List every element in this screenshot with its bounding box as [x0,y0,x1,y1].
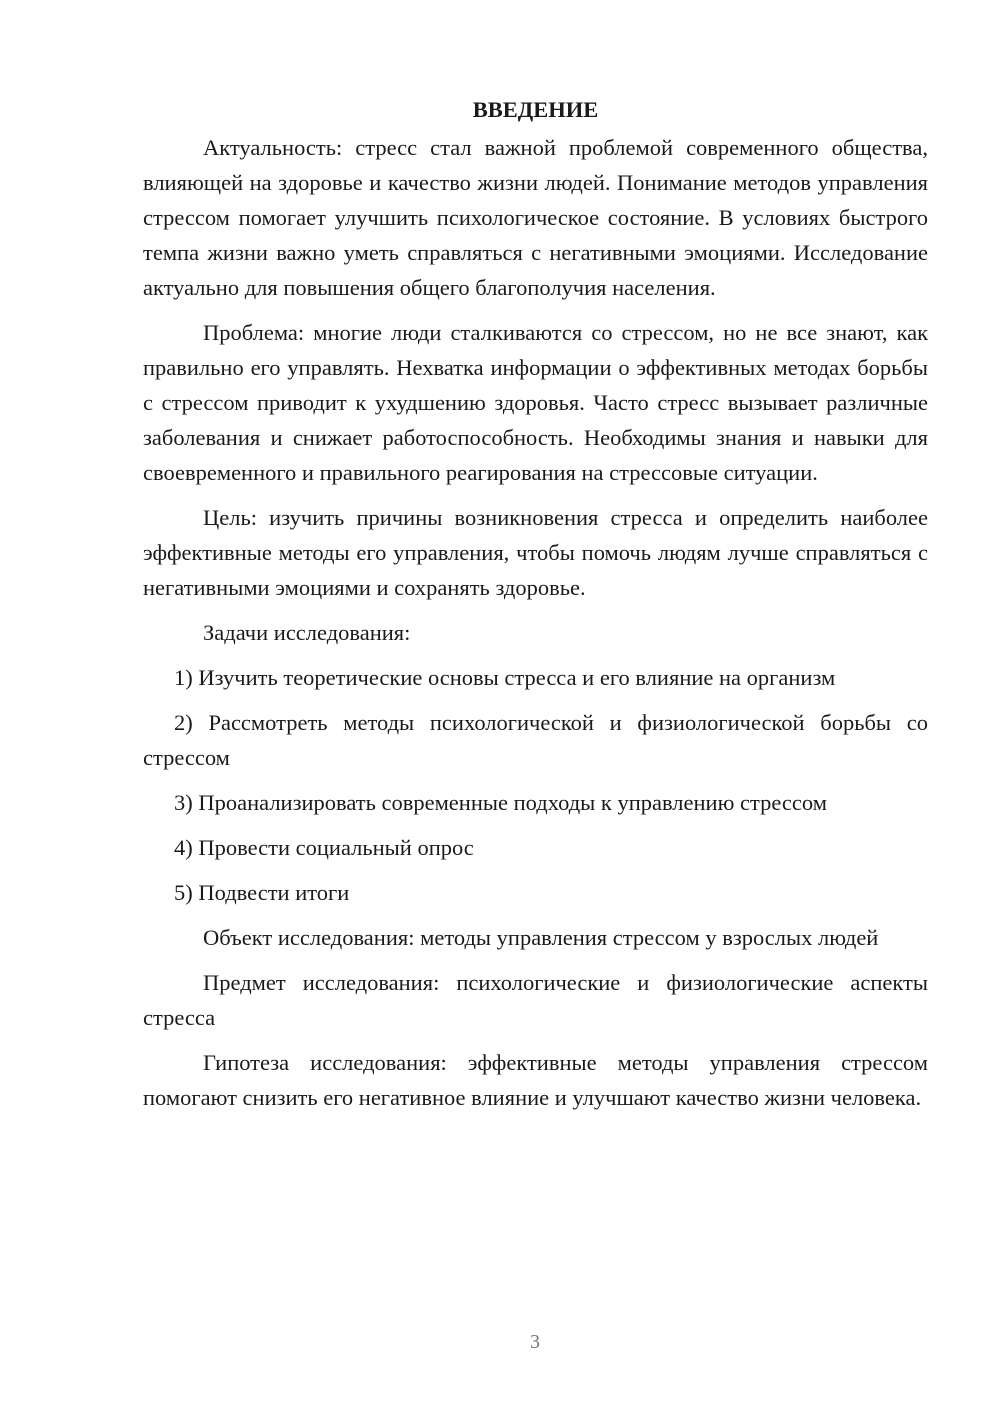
object-paragraph: Объект исследования: методы управления стрессом у взрослых людей [203,925,879,950]
task-item-4: 4) Провести социальный опрос [174,835,474,860]
page-content [143,92,928,1125]
problem-paragraph: Проблема: многие люди сталкиваются со стрессом, но не все знают, как правильно его управлять. Нехватка информации о эффективных методах борьбы с стрессом приводит к ухудшению здоровья. Часто стресс вызывает различные заболевания и снижает работоспособность. Необходимы знания и навыки для своевременного и правильного реагирования на стрессовые ситуации. [143,320,928,485]
task-item-5: 5) Подвести итоги [174,880,350,905]
hypothesis-paragraph: Гипотеза исследования: эффективные методы управления стрессом помогают снизить его негативное влияние и улучшают качество жизни человека. [143,1050,928,1110]
subject-paragraph: Предмет исследования: психологические и физиологические аспекты стресса [143,970,928,1030]
task-item-2: 2) Рассмотреть методы психологической и физиологической борьбы со стрессом [143,710,928,770]
tasks-title: Задачи исследования: [203,620,411,645]
page-number: 3 [530,1331,540,1353]
goal-paragraph: Цель: изучить причины возникновения стресса и определить наиболее эффективные методы его управления, чтобы помочь людям лучше справляться с негативными эмоциями и сохранять здоровье. [143,505,928,600]
task-item-3: 3) Проанализировать современные подходы к управлению стрессом [174,790,827,815]
section-heading: ВВЕДЕНИЕ [472,97,599,122]
relevance-paragraph: Актуальность: стресс стал важной проблемой современного общества, влияющей на здоровье и качество жизни людей. Понимание методов управления стрессом помогает улучшить психологическое состояние. В условиях быстрого темпа жизни важно уметь справляться с негативными эмоциями. Исследование актуально для повышения общего благополучия населения. [143,135,928,300]
task-item-1: 1) Изучить теоретические основы стресса и его влияние на организм [174,665,836,690]
